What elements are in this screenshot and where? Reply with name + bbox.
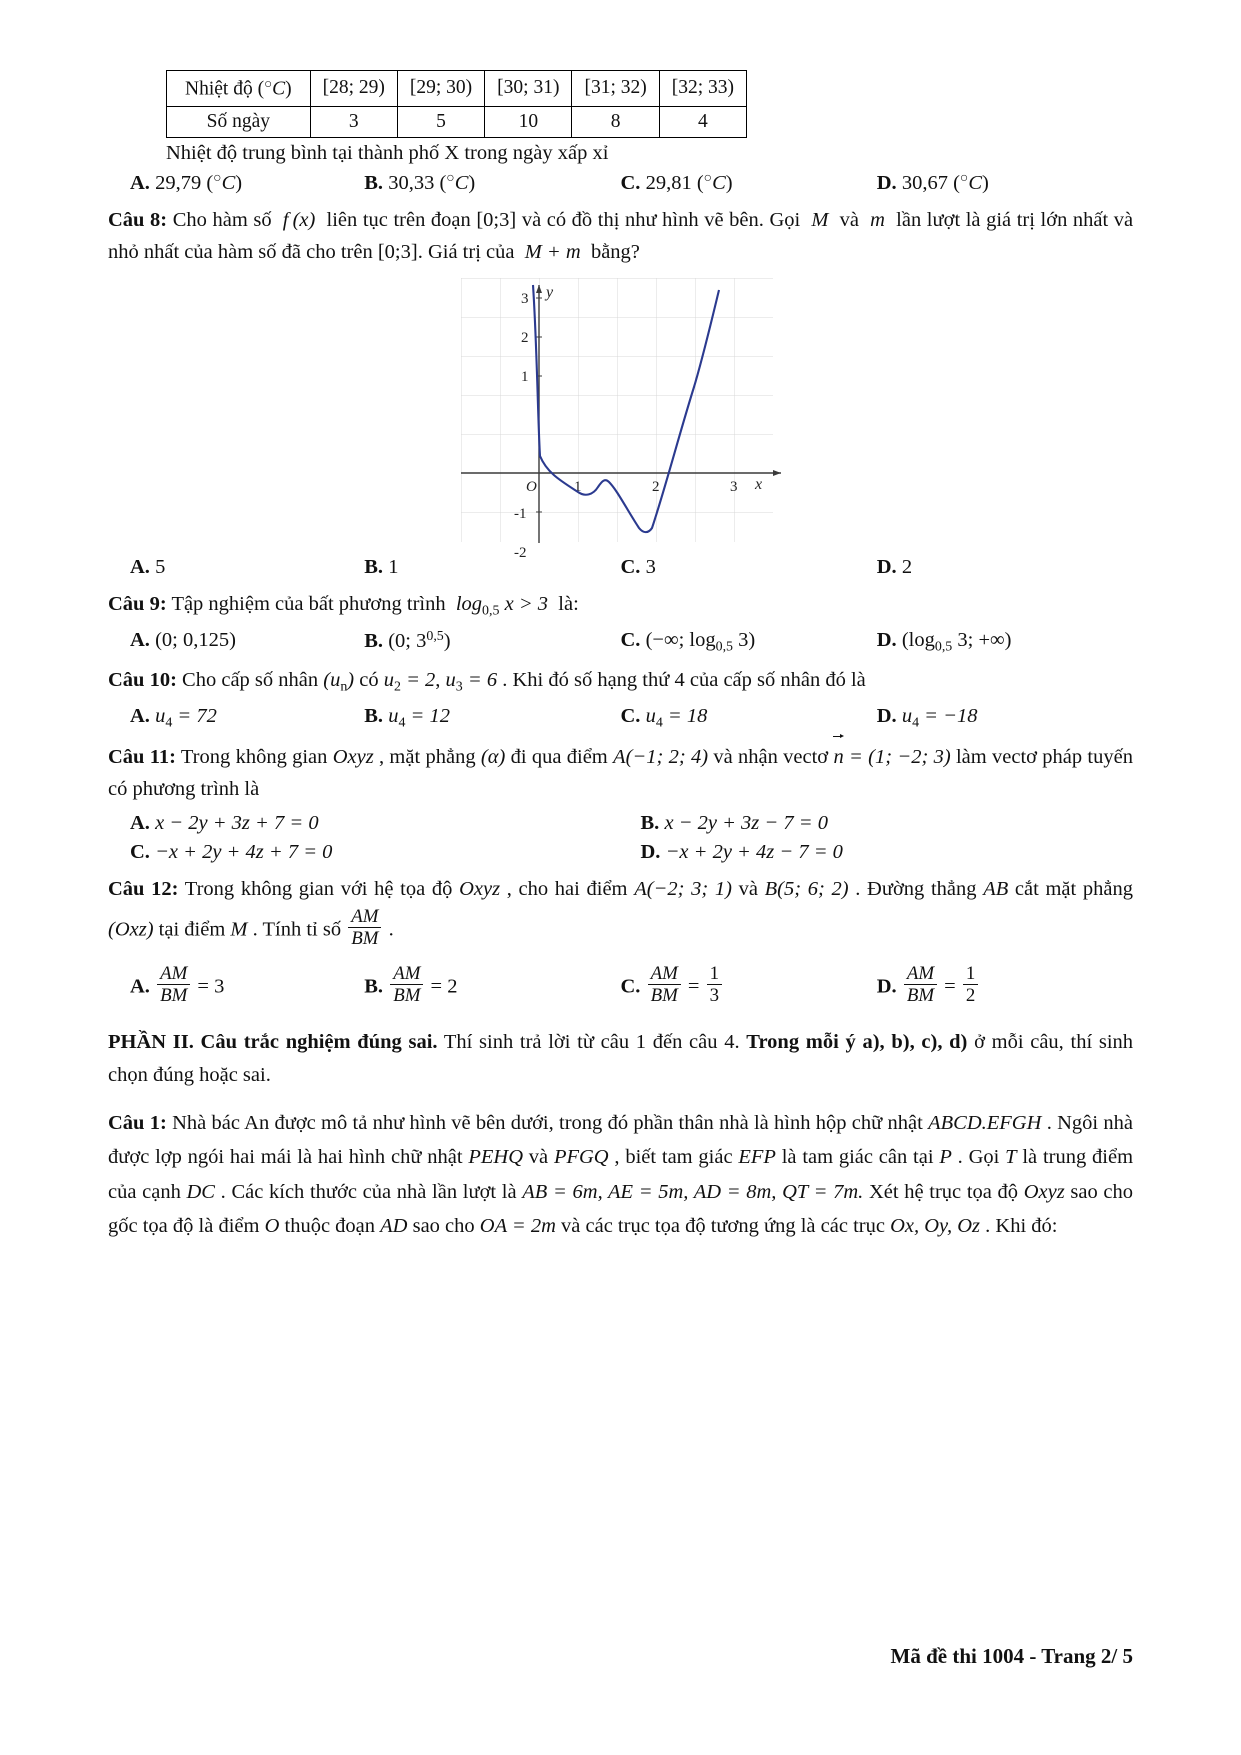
table-cell: [30; 31) xyxy=(485,71,572,107)
svg-text:1: 1 xyxy=(520,369,528,386)
svg-text:O: O xyxy=(525,479,537,496)
table-cell: 8 xyxy=(572,106,659,137)
option-d[interactable]: D. 30,67 (○C) xyxy=(876,170,989,194)
part2-question-1: Câu 1: Nhà bác An được mô tả như hình vẽ bên dưới, trong đó phần thân nhà là hình hộp chữ nhật ABCD.EFGH . Ngôi nhà được lợp ngói hai mái là hai hình chữ nhật PEHQ và PFGQ , biết tam giác EFP là tam giác cân tại P . Gọi T là trung điểm của cạnh DC . Các kích thước của nhà lần lượt là AB = 6m, AE = 5m, AD = 8m, QT = 7m. Xét hệ trục tọa độ Oxyz sao cho gốc tọa độ là điểm O thuộc đoạn AD sao cho OA = 2m và các trục tọa độ tương ứng là các trục Ox, Oy, Oz . Khi đó: xyxy=(108,1112,1134,1238)
question-12: Câu 12: Trong không gian với hệ tọa độ Oxyz , cho hai điểm A(−2; 3; 1) và B(5; 6; 2) . Đường thẳng AB cắt mặt phẳng (Oxz) tại điểm M . Tính tỉ số $\frac{AM}{BM}$ . xyxy=(108,878,1133,950)
q11-options-row1 xyxy=(108,812,1133,835)
table-cell: Số ngày xyxy=(167,106,311,137)
question-8: Câu 8: Cho hàm số f (x) liên tục trên đoạn [0;3] và có đồ thị như hình vẽ bên. Gọi M và m lần lượt là giá trị lớn nhất và nhỏ nhất của hàm số đã cho trên [0;3]. Giá trị của M + m bằng? xyxy=(108,208,1134,264)
option-a[interactable]: A. 5 xyxy=(130,556,166,579)
option-d[interactable]: D. $u_4 = -18$ xyxy=(876,705,978,731)
q9-options xyxy=(108,629,1133,655)
option-a[interactable]: A. (0; 0,125) xyxy=(130,628,236,651)
function-graph-svg xyxy=(451,275,791,562)
q8-options xyxy=(108,556,1133,579)
page-footer: Mã đề thi 1004 - Trang 2/ 5 xyxy=(890,1644,1133,1668)
question-10: Câu 10: Cho cấp số nhân $(u_n)$ có $u_2 = 2$, $u_3 = 6$ . Khi đó số hạng thứ 4 của cấp số nhân đó là xyxy=(108,669,866,695)
svg-text:x: x xyxy=(754,476,762,494)
question-9: Câu 9: Tập nghiệm của bất phương trình $\log_{0,5} x > 3$ là: xyxy=(108,593,579,619)
svg-text:3: 3 xyxy=(520,291,528,308)
option-b[interactable]: B. 1 xyxy=(364,556,399,579)
svg-text:3: 3 xyxy=(729,479,737,496)
table-cell: [29; 30) xyxy=(397,71,484,107)
table-cell: 5 xyxy=(397,106,484,137)
svg-text:y: y xyxy=(545,284,553,302)
option-d[interactable]: D. ($\log_{0,5}$ 3; +∞) xyxy=(876,628,1012,655)
svg-text:2: 2 xyxy=(520,330,528,347)
table-cell: [32; 33) xyxy=(659,71,746,107)
table-row xyxy=(167,71,747,107)
table-cell: 10 xyxy=(485,106,572,137)
table-cell: [31; 32) xyxy=(572,71,659,107)
option-b[interactable]: B. $\frac{AM}{BM}$ = 2 xyxy=(364,963,458,1007)
option-a[interactable]: A. x − 2y + 3z + 7 = 0 xyxy=(130,812,319,835)
table-cell: 3 xyxy=(310,106,397,137)
option-d[interactable]: D. $\frac{AM}{BM}$ = $\frac{1}{2}$ xyxy=(877,963,1133,1006)
q8-graph xyxy=(108,275,1133,562)
option-c[interactable]: C. 3 xyxy=(620,556,656,579)
option-b[interactable]: B. (0; 3$^{0,5}$) xyxy=(364,628,451,652)
svg-text:-2: -2 xyxy=(513,545,526,562)
option-b[interactable]: B. 30,33 (○C) xyxy=(364,170,476,194)
option-c[interactable]: C. $u_4 = 18$ xyxy=(620,705,708,731)
svg-text:1: 1 xyxy=(573,479,581,496)
svg-text:2: 2 xyxy=(651,479,659,496)
option-c[interactable]: C. (−∞; $\log_{0,5} 3$) xyxy=(620,628,756,655)
part2-heading: PHẦN II. Câu trắc nghiệm đúng sai. Thí sinh trả lời từ câu 1 đến câu 4. Trong mỗi ý a), b), c), d) ở mỗi câu, thí sinh chọn đúng hoặc sai. xyxy=(108,1031,1134,1087)
q11-options-row2 xyxy=(108,841,1133,864)
option-d[interactable]: D. −x + 2y + 4z − 7 = 0 xyxy=(640,841,843,864)
table-row xyxy=(167,106,747,137)
option-d[interactable]: D. 2 xyxy=(876,556,913,579)
option-b[interactable]: B. $u_4 = 12$ xyxy=(364,705,450,731)
temperature-table xyxy=(166,70,747,138)
q12-options xyxy=(108,963,1133,1006)
option-b[interactable]: B. x − 2y + 3z − 7 = 0 xyxy=(640,812,828,835)
q7-options xyxy=(108,171,1133,195)
q10-options xyxy=(108,705,1133,731)
option-a[interactable]: A. $u_4 = 72$ xyxy=(130,705,217,731)
table-cell: Nhiệt độ (○C) xyxy=(167,71,311,107)
q7-stem: Nhiệt độ trung bình tại thành phố X trong ngày xấp xỉ xyxy=(166,141,609,164)
option-a[interactable]: A. 29,79 (○C) xyxy=(130,170,243,194)
option-a[interactable]: A. $\frac{AM}{BM}$ = 3 xyxy=(130,963,225,1007)
option-c[interactable]: C. $\frac{AM}{BM}$ = $\frac{1}{3}$ xyxy=(621,963,877,1006)
table-cell: 4 xyxy=(659,106,746,137)
question-11: Câu 11: Trong không gian Oxyz , mặt phẳng (α) đi qua điểm A(−1; 2; 4) và nhận vectơ n = (1; −2; 3) làm vectơ pháp tuyến có phương trình là xyxy=(108,741,1133,807)
svg-text:-1: -1 xyxy=(513,506,526,523)
page-content xyxy=(108,70,1133,1244)
option-c[interactable]: C. 29,81 (○C) xyxy=(620,170,733,194)
option-c[interactable]: C. −x + 2y + 4z + 7 = 0 xyxy=(130,841,333,864)
table-cell: [28; 29) xyxy=(310,71,397,107)
